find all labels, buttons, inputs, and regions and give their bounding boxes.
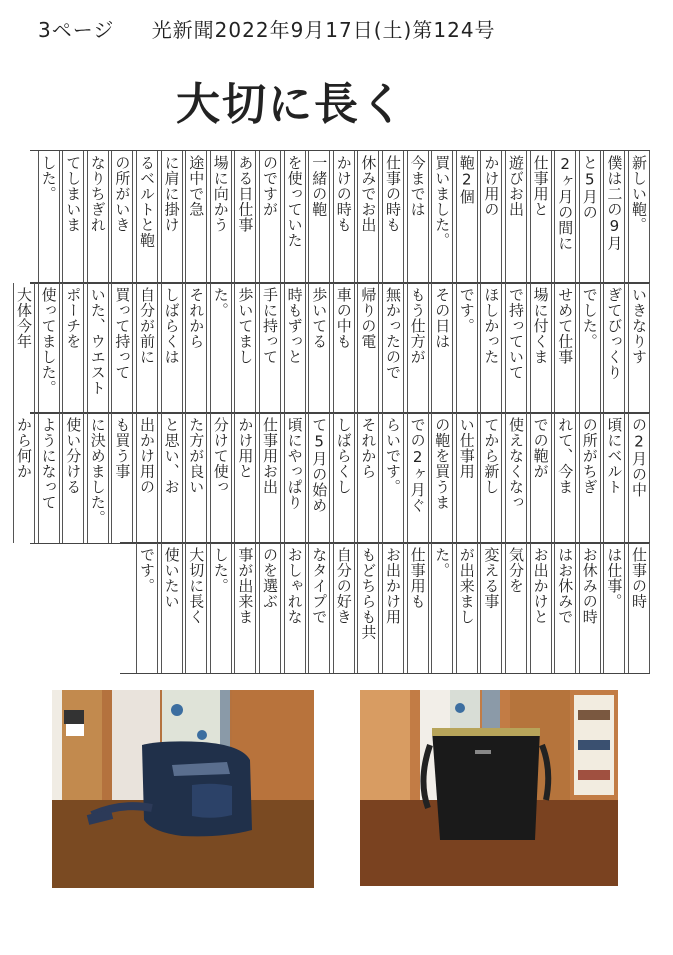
column-text: もう仕方が: [408, 287, 427, 365]
text-column: [530, 543, 552, 673]
text-column: [333, 543, 355, 673]
text-column: [554, 151, 576, 283]
text-column: [628, 413, 650, 543]
text-column: [480, 283, 502, 413]
text-column: [603, 413, 625, 543]
column-text: るベルトと鞄: [138, 155, 156, 248]
column-text: 鞄2個: [457, 155, 476, 205]
column-text: のですが: [261, 155, 279, 217]
text-column: [38, 283, 60, 413]
column-text: の2月の中: [630, 417, 648, 498]
text-column: [13, 283, 35, 413]
text-column: [480, 413, 502, 543]
text-column: [234, 151, 256, 283]
column-text: 場に付くま: [531, 287, 550, 365]
text-column: [407, 283, 429, 413]
column-text: た方が良い: [187, 417, 206, 495]
text-column: [456, 543, 478, 673]
text-column: [87, 151, 109, 283]
text-column: [308, 413, 330, 543]
text-column: [234, 283, 256, 413]
column-text: 無かったので: [384, 287, 402, 380]
column-text: 場に向かう: [211, 155, 230, 233]
text-column: [579, 151, 601, 283]
column-text: 使えなくなっ: [507, 417, 525, 510]
column-text: ある日仕事: [236, 155, 255, 233]
column-text: ポーチを: [64, 287, 83, 349]
text-column: [382, 543, 404, 673]
column-text: てから新し: [482, 417, 501, 495]
column-text: いきなりす: [630, 287, 648, 365]
column-text: 新しい鞄。: [630, 155, 648, 233]
column-text: はお休みで: [556, 547, 575, 625]
text-column: [357, 413, 379, 543]
text-column: [333, 413, 355, 543]
text-column: [382, 151, 404, 283]
column-text: と5月の: [580, 155, 599, 220]
text-column: [210, 543, 232, 673]
text-column: [259, 283, 281, 413]
column-text: 仕事用お出: [261, 417, 279, 495]
column-text: に決めました。: [88, 417, 107, 526]
column-text: 仕事用も: [408, 547, 427, 609]
text-column: [505, 283, 527, 413]
column-text: です。: [457, 287, 476, 334]
column-text: て5月の始め: [310, 417, 329, 513]
column-text: お出かけ用: [384, 547, 402, 625]
article-title: 大切に長く: [176, 79, 406, 130]
black-shoulder-bag-photo: [360, 690, 618, 886]
column-text: 大切に長く: [187, 547, 206, 625]
column-text: 歩いてる: [310, 287, 329, 349]
column-text: 2ヶ月の間に: [556, 155, 575, 251]
column-text: しばらくは: [162, 287, 181, 365]
text-column: [382, 283, 404, 413]
column-text: 仕事用と: [531, 155, 550, 217]
text-column: [456, 151, 478, 283]
column-text: お出かけと: [531, 547, 550, 625]
text-column: [161, 413, 183, 543]
text-column: [628, 283, 650, 413]
column-text: それから: [359, 417, 378, 479]
column-text: 事が出来ま: [236, 547, 255, 625]
column-text: 気分を: [507, 547, 525, 594]
column-text: せめて仕事: [556, 287, 575, 365]
column-text: た。: [433, 547, 452, 578]
column-text: 自分が前に: [138, 287, 156, 365]
column-text: が出来まし: [457, 547, 476, 625]
column-text: と思い、お: [162, 417, 181, 495]
column-text: の所がちぎ: [580, 417, 599, 495]
text-column: [259, 151, 281, 283]
text-column: [505, 151, 527, 283]
column-text: 手に持って: [261, 287, 279, 365]
text-column: [530, 413, 552, 543]
text-column: [431, 543, 453, 673]
text-column: [407, 151, 429, 283]
text-column: [284, 413, 306, 543]
text-block-2: [15, 282, 650, 414]
text-block-4: [120, 542, 650, 674]
text-column: [456, 413, 478, 543]
text-column: [357, 283, 379, 413]
text-column: [505, 413, 527, 543]
column-text: いた、ウエスト: [88, 287, 107, 396]
column-text: 使い分ける: [64, 417, 83, 495]
text-column: [161, 151, 183, 283]
column-text: でした。: [580, 287, 599, 349]
column-text: 帰りの電: [359, 287, 378, 349]
column-text: の所がいき: [113, 155, 132, 233]
column-text: おしゃれな: [285, 547, 304, 625]
text-column: [431, 151, 453, 283]
text-column: [284, 543, 306, 673]
text-column: [161, 543, 183, 673]
column-text: です。: [138, 547, 156, 594]
column-text: 今までは: [408, 155, 427, 217]
text-column: [603, 151, 625, 283]
column-text: を使っていた: [285, 155, 304, 248]
column-text: 使いたい: [162, 547, 181, 609]
text-column: [284, 151, 306, 283]
text-column: [210, 283, 232, 413]
text-column: [185, 543, 207, 673]
column-text: お休みの時: [580, 547, 599, 625]
column-text: かけ用の: [482, 155, 501, 217]
text-column: [431, 413, 453, 543]
text-column: [431, 283, 453, 413]
text-column: [259, 413, 281, 543]
column-text: てしまいま: [64, 155, 83, 233]
text-column: [87, 413, 109, 543]
text-column: [579, 543, 601, 673]
text-column: [161, 283, 183, 413]
text-column: [136, 283, 158, 413]
text-column: [234, 543, 256, 673]
column-text: その日は: [433, 287, 452, 349]
column-text: らいです。: [384, 417, 402, 495]
text-block-3: [15, 412, 650, 544]
column-text: ぎてびっくり: [605, 287, 624, 380]
text-column: [530, 283, 552, 413]
column-text: 仕事の時: [630, 547, 648, 609]
column-text: 頃にやっぱり: [285, 417, 304, 510]
column-text: から何か: [15, 417, 33, 479]
text-column: [407, 413, 429, 543]
text-column: [185, 151, 207, 283]
column-text: 自分の好き: [334, 547, 353, 625]
text-column: [579, 283, 601, 413]
newspaper-date-issue: 光新聞2022年9月17日(土)第124号: [151, 18, 496, 42]
column-text: 買いました。: [433, 155, 452, 248]
text-column: [62, 151, 84, 283]
text-column: [480, 151, 502, 283]
masthead: [38, 14, 496, 43]
text-column: [357, 151, 379, 283]
text-column: [530, 151, 552, 283]
column-text: かけ用と: [236, 417, 255, 479]
text-column: [308, 543, 330, 673]
text-column: [111, 413, 133, 543]
text-column: [87, 283, 109, 413]
column-text: た。: [211, 287, 230, 318]
column-text: い仕事用: [457, 417, 476, 479]
text-column: [13, 413, 35, 543]
column-text: 使ってました。: [39, 287, 58, 396]
text-column: [284, 283, 306, 413]
text-block-1: [30, 150, 650, 284]
column-text: も買う事: [113, 417, 132, 479]
column-text: での2ヶ月ぐ: [408, 417, 427, 513]
text-column: [603, 543, 625, 673]
column-text: 歩いてまし: [236, 287, 255, 365]
text-column: [136, 413, 158, 543]
column-text: 一緒の鞄: [310, 155, 329, 217]
column-text: 僕は二の9月: [605, 155, 624, 251]
column-text: 大体今年: [15, 287, 33, 349]
text-column: [111, 151, 133, 283]
text-column: [185, 283, 207, 413]
column-text: の鞄を買うま: [433, 417, 452, 510]
text-column: [357, 543, 379, 673]
text-column: [407, 543, 429, 673]
column-text: 頃にベルト: [605, 417, 624, 495]
column-text: れて、今ま: [556, 417, 575, 495]
column-text: した。: [211, 547, 230, 594]
text-column: [456, 283, 478, 413]
text-column: [628, 151, 650, 283]
text-column: [308, 151, 330, 283]
column-text: 遊びお出: [507, 155, 525, 217]
text-column: [603, 283, 625, 413]
text-column: [136, 543, 158, 673]
text-column: [333, 151, 355, 283]
column-text: もどちらも共: [359, 547, 378, 640]
column-text: 仕事の時も: [384, 155, 402, 233]
text-column: [382, 413, 404, 543]
text-column: [554, 543, 576, 673]
column-text: 出かけ用の: [138, 417, 156, 495]
text-column: [480, 543, 502, 673]
column-text: なタイプで: [310, 547, 329, 625]
text-column: [628, 543, 650, 673]
column-text: かけの時も: [334, 155, 353, 233]
column-text: に肩に掛け: [162, 155, 181, 233]
column-text: は仕事。: [605, 547, 624, 609]
column-text: での鞄が: [531, 417, 550, 479]
column-text: で持っていて: [507, 287, 525, 380]
text-column: [308, 283, 330, 413]
page-label: 3ページ: [38, 18, 115, 42]
text-column: [554, 283, 576, 413]
text-column: [554, 413, 576, 543]
text-column: [136, 151, 158, 283]
column-text: 買って持って: [113, 287, 132, 380]
text-column: [38, 413, 60, 543]
text-column: [259, 543, 281, 673]
jeans-bag-photo: [52, 690, 314, 888]
text-column: [210, 151, 232, 283]
text-column: [505, 543, 527, 673]
column-text: しばらくし: [334, 417, 353, 495]
column-text: 分けて使っ: [211, 417, 230, 495]
column-text: 途中で急: [187, 155, 206, 217]
column-text: なりちぎれ: [88, 155, 107, 233]
text-column: [111, 283, 133, 413]
column-text: 変える事: [482, 547, 501, 609]
text-column: [579, 413, 601, 543]
text-column: [234, 413, 256, 543]
text-column: [62, 413, 84, 543]
column-text: 車の中も: [334, 287, 353, 349]
column-text: 休みでお出: [359, 155, 378, 233]
text-column: [185, 413, 207, 543]
text-column: [210, 413, 232, 543]
text-column: [38, 151, 60, 283]
text-column: [62, 283, 84, 413]
column-text: それから: [187, 287, 206, 349]
column-text: ようになって: [39, 417, 58, 510]
column-text: ほしかった: [482, 287, 501, 365]
column-text: した。: [39, 155, 58, 202]
text-column: [333, 283, 355, 413]
column-text: 時もずっと: [285, 287, 304, 365]
column-text: のを選ぶ: [261, 547, 279, 609]
